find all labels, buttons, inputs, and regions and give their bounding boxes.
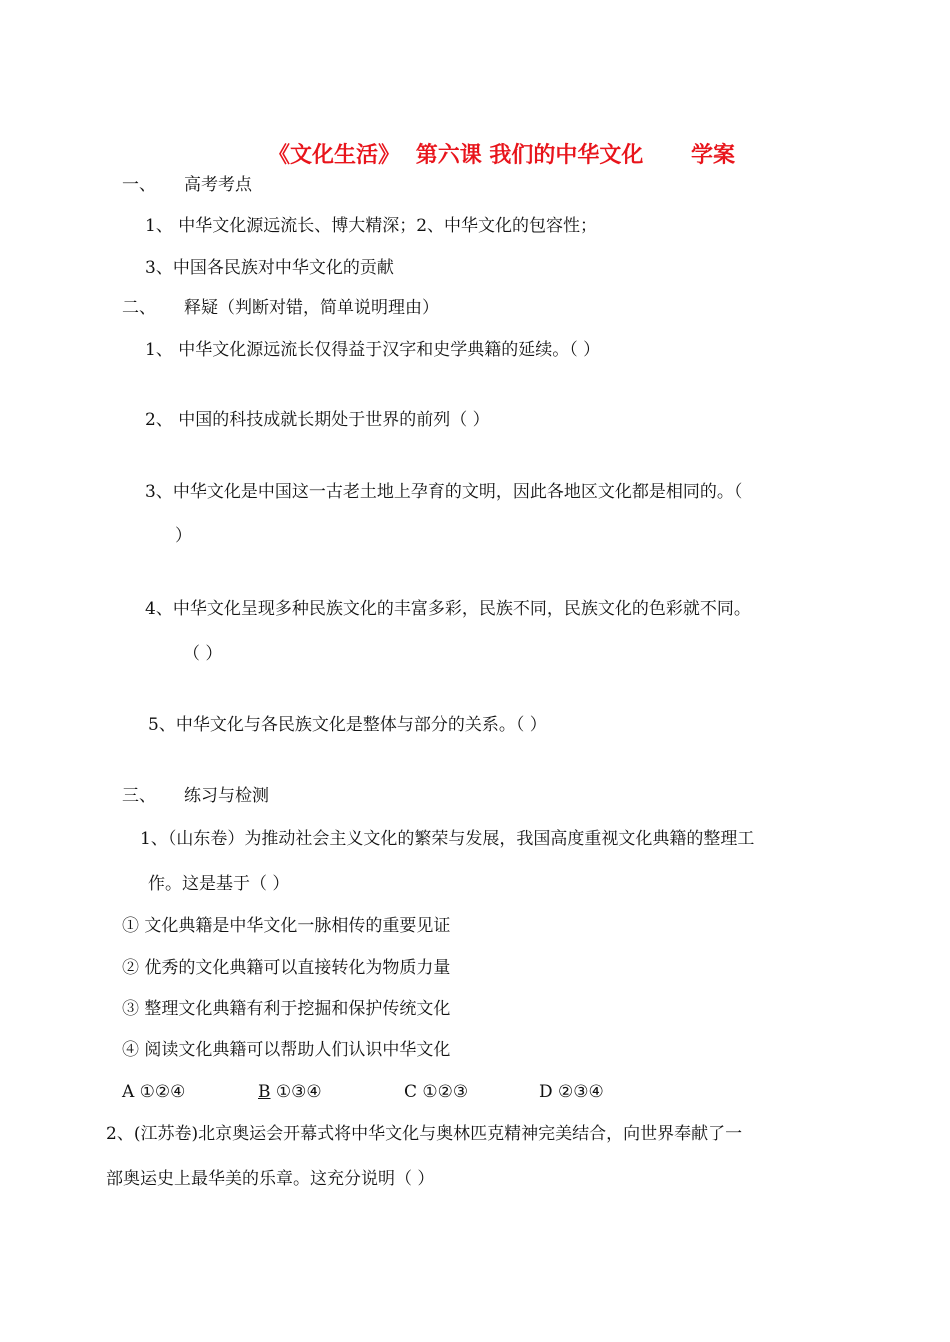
question-1-choice-b-letter: B <box>258 1082 271 1102</box>
question-1-option-4: ④ 阅读文化典籍可以帮助人们认识中华文化 <box>122 1040 451 1060</box>
section2-header <box>122 297 439 319</box>
title-lesson: 第六课 我们的中华文化 <box>415 142 644 168</box>
question-1-stem-cont: 作。这是基于（ ） <box>148 874 290 894</box>
judgement-item-1: 1、 中华文化源远流长仅得益于汉字和史学典籍的延续。（ ） <box>145 340 601 360</box>
question-1-choice-b <box>258 1081 322 1103</box>
question-1-option-1: ① 文化典籍是中华文化一脉相传的重要见证 <box>122 916 451 936</box>
page-title <box>268 140 743 170</box>
title-book: 《文化生活》 <box>268 142 401 168</box>
question-1-option-3: ③ 整理文化典籍有利于挖掘和保护传统文化 <box>122 999 451 1019</box>
section1-point-1: 1、 中华文化源远流长、博大精深；2、中华文化的包容性； <box>145 216 598 236</box>
judgement-item-3-cont: ） <box>175 526 192 546</box>
question-2-stem-cont: 部奥运史上最华美的乐章。这充分说明（ ） <box>106 1169 435 1189</box>
section1-number: 一、 <box>122 175 156 195</box>
section1-point-2: 3、中国各民族对中华文化的贡献 <box>145 258 394 278</box>
section3-heading: 练习与检测 <box>184 786 269 806</box>
judgement-item-3: 3、中华文化是中国这一古老土地上孕育的文明，因此各地区文化都是相同的。（ <box>145 482 743 502</box>
title-suffix: 学案 <box>691 142 736 168</box>
section3-header <box>122 785 269 807</box>
section2-number: 二、 <box>122 298 156 318</box>
question-2-stem: 2、(江苏卷)北京奥运会开幕式将中华文化与奥林匹克精神完美结合，向世界奉献了一 <box>106 1124 743 1144</box>
judgement-item-4: 4、中华文化呈现多种民族文化的丰富多彩，民族不同，民族文化的色彩就不同。 <box>145 599 751 619</box>
judgement-item-2: 2、 中国的科技成就长期处于世界的前列（ ） <box>145 410 490 430</box>
question-1-choice-d: D ②③④ <box>539 1082 604 1102</box>
question-1-choice-a: A ①②④ <box>122 1082 186 1102</box>
judgement-item-5: 5、中华文化与各民族文化是整体与部分的关系。（ ） <box>148 715 547 735</box>
question-1-stem: 1、（山东卷）为推动社会主义文化的繁荣与发展，我国高度重视文化典籍的整理工 <box>140 829 755 849</box>
section1-header <box>122 174 252 196</box>
question-1-option-2: ② 优秀的文化典籍可以直接转化为物质力量 <box>122 958 451 978</box>
section2-heading: 释疑（判断对错，简单说明理由） <box>184 298 439 318</box>
question-1-choice-c: C ①②③ <box>404 1082 469 1102</box>
section3-number: 三、 <box>122 786 156 806</box>
question-1-choice-b-text: ①③④ <box>275 1082 322 1102</box>
judgement-item-4-cont: （ ） <box>183 644 223 664</box>
section1-heading: 高考考点 <box>184 175 252 195</box>
